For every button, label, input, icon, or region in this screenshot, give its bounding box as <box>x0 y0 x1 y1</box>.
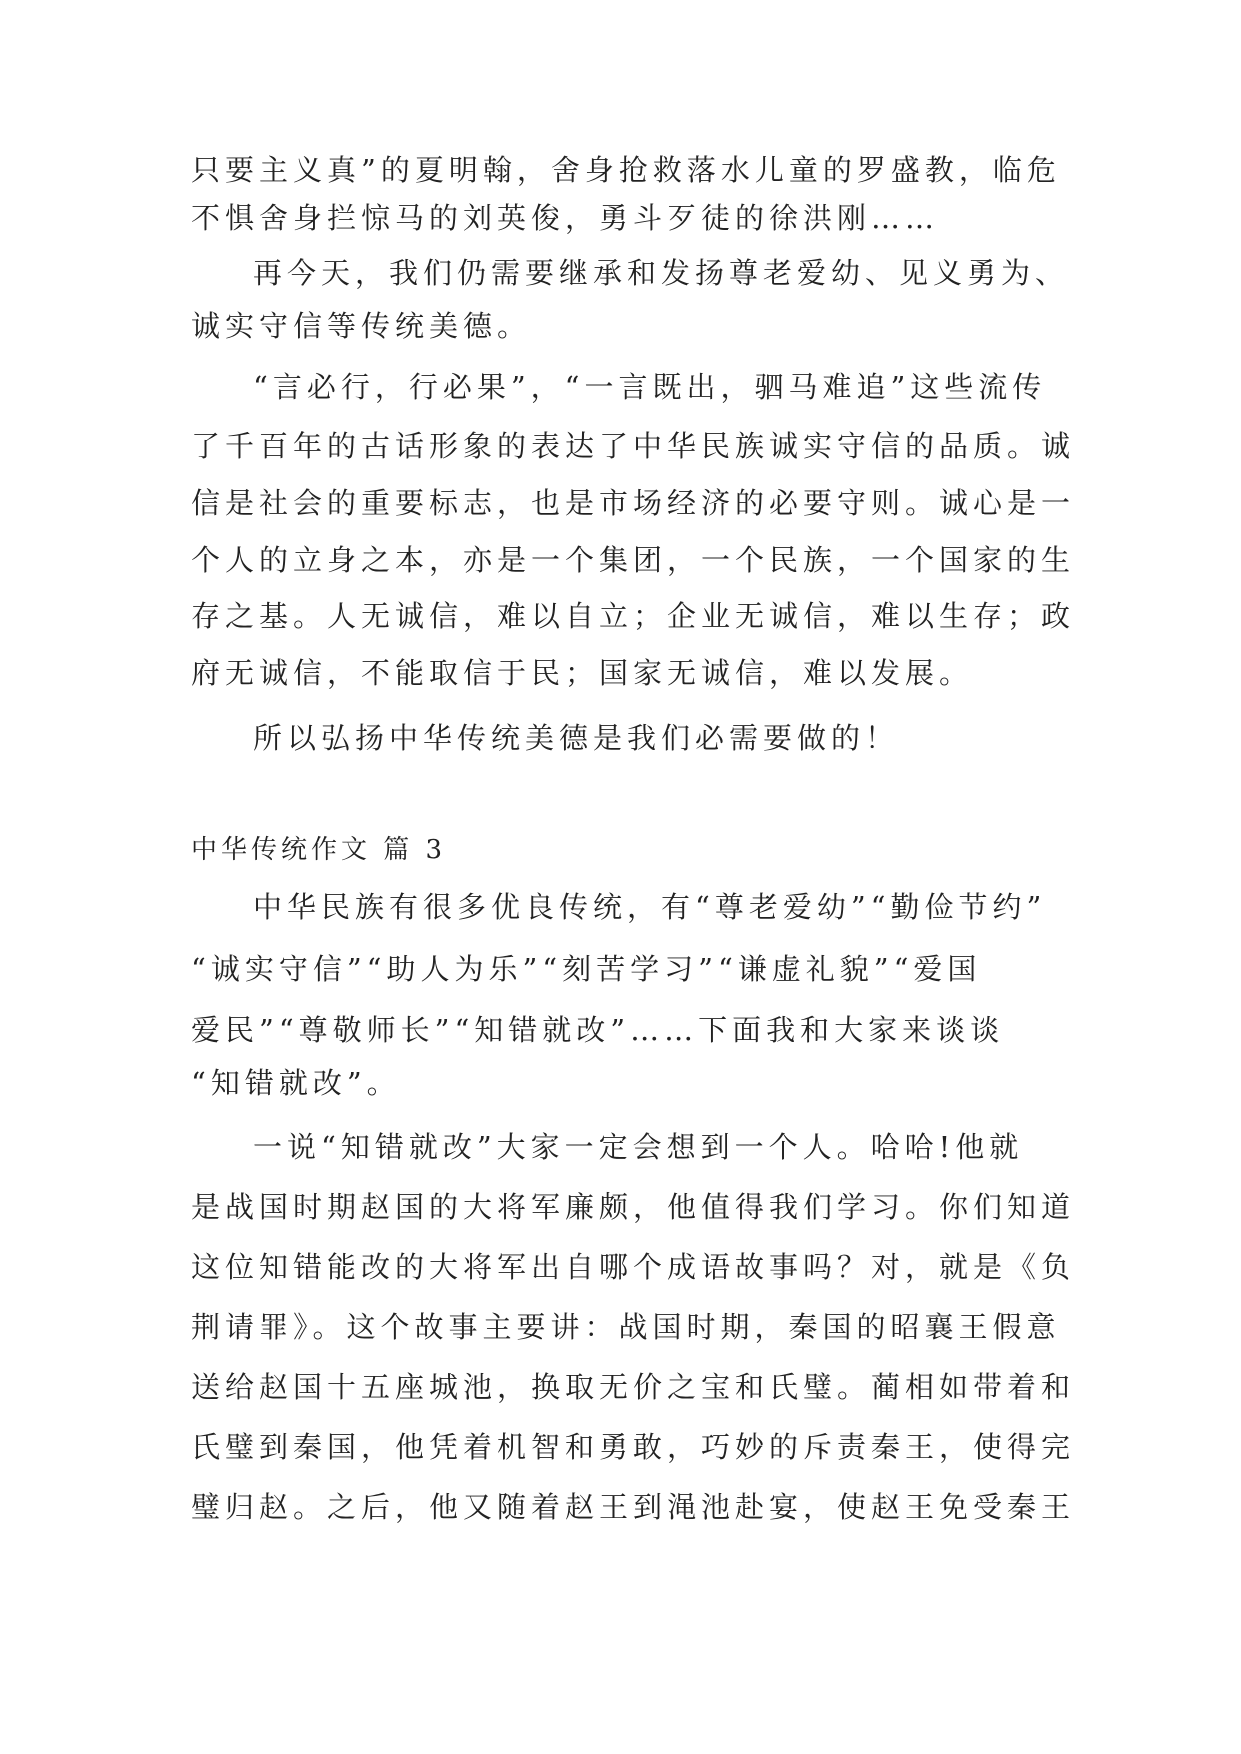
text-line: 爱民”“尊敬师长”“知错就改”……下面我和大家来谈谈 <box>191 1013 1005 1047</box>
text-line: 诚实守信等传统美德。 <box>191 309 532 343</box>
paragraph-first-line: 再今天，我们仍需要继承和发扬尊老爱幼、见义勇为、 <box>253 256 1070 290</box>
text-line: 送给赵国十五座城池，换取无价之宝和氏璧。蔺相如带着和 <box>191 1370 1076 1404</box>
paragraph-first-line: 所以弘扬中华传统美德是我们必需要做的！ <box>253 721 900 755</box>
text-line: “诚实守信”“助人为乐”“刻苦学习”“谦虚礼貌”“爱国 <box>191 952 982 986</box>
section-heading: 中华传统作文 篇 3 <box>191 835 447 865</box>
text-line: 荆请罪》。这个故事主要讲：战国时期，秦国的昭襄王假意 <box>191 1310 1061 1344</box>
text-line: 不惧舍身拦惊马的刘英俊，勇斗歹徒的徐洪刚…… <box>191 201 940 235</box>
text-line: 氏璧到秦国，他凭着机智和勇敢，巧妙的斥责秦王，使得完 <box>191 1430 1076 1464</box>
text-line: 信是社会的重要标志，也是市场经济的必要守则。诚心是一 <box>191 486 1076 520</box>
text-line: 个人的立身之本，亦是一个集团，一个民族，一个国家的生 <box>191 543 1076 577</box>
text-line: 只要主义真”的夏明翰，舍身抢救落水儿童的罗盛教，临危 <box>191 153 1061 187</box>
text-line: “知错就改”。 <box>191 1066 401 1100</box>
text-line: 了千百年的古话形象的表达了中华民族诚实守信的品质。诚 <box>191 429 1076 463</box>
text-line: 是战国时期赵国的大将军廉颇，他值得我们学习。你们知道 <box>191 1190 1076 1224</box>
text-line: 府无诚信，不能取信于民；国家无诚信，难以发展。 <box>191 656 974 690</box>
text-line: 这位知错能改的大将军出自哪个成语故事吗？对，就是《负 <box>191 1250 1076 1284</box>
text-line: 璧归赵。之后，他又随着赵王到渑池赴宴，使赵王免受秦王 <box>191 1490 1076 1524</box>
paragraph-first-line: “言必行，行必果”，“一言既出，驷马难追”这些流传 <box>253 370 1047 404</box>
text-line: 存之基。人无诚信，难以自立；企业无诚信，难以生存；政 <box>191 599 1076 633</box>
paragraph-first-line: 一说“知错就改”大家一定会想到一个人。哈哈!他就 <box>253 1130 1024 1164</box>
paragraph-first-line: 中华民族有很多优良传统，有“尊老爱幼”“勤俭节约” <box>253 890 1047 924</box>
